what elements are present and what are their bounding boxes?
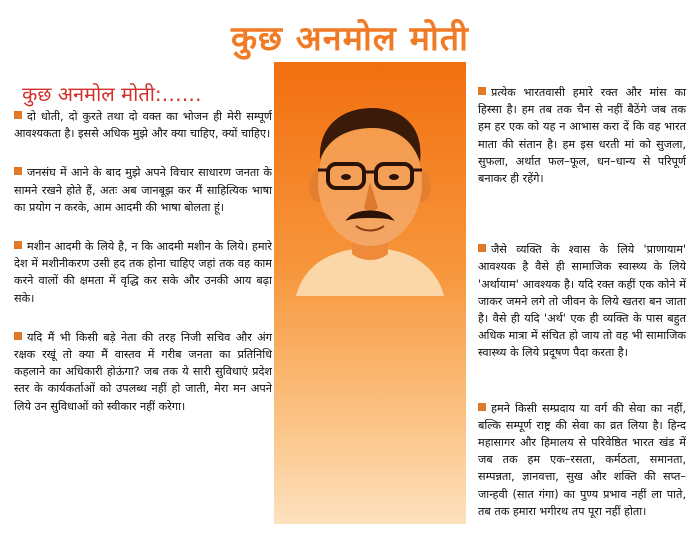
portrait-panel xyxy=(274,62,466,524)
bullet-square-icon xyxy=(478,403,486,411)
quote-paragraph: मशीन आदमी के लिये है, न कि आदमी मशीन के लिये। हमारे देश में मशीनीकरण उसी हद तक होना चाहिए जहां तक वह काम करने वालों की क्षमता में वृद्धि कर सके और उनकी आय बढ़ा सके। xyxy=(14,240,272,305)
quote-paragraph: जनसंघ में आने के बाद मुझे अपने विचार साधारण जनता के सामने रखने होते हैं, अतः अब जानबूझ कर मैं साहित्यिक भाषा का प्रयोग न करके, आम आदमी की भाषा बोलता हूं। xyxy=(14,166,272,214)
quote-paragraph: यदि मैं भी किसी बड़े नेता की तरह निजी सचिव और अंग रक्षक रखूं तो क्या मैं वास्तव में गरीब जनता का प्रतिनिधि कहलाने का अधिकारी होऊंगा? जब तक ये सारी सुविधाएं प्रदेश स्तर के कार्यकर्ताओं को उपलब्ध नहीं हो जाती, मेरा मन अपने लिये उन सुविधाओं को स्वीकार नहीं करेगा। xyxy=(14,330,272,413)
quote-paragraph: दो धोती, दो कुरते तथा दो वक्त का भोजन ही मेरी सम्पूर्ण आवश्यकता है। इससे अधिक मुझे और क्या चाहिए, क्यों चाहिए। xyxy=(14,110,272,141)
quote-paragraph: जैसे व्यक्ति के श्वास के लिये 'प्राणायाम' आवश्यक है वैसे ही सामाजिक स्वास्थ्य के लिये 'अर्थायाम' आवश्यक है। यदि रक्त कहीं एक कोने में जाकर जमने लगे तो जीवन के लिये खतरा बन जाता है। वैसे ही यदि 'अर्थ' एक ही व्यक्ति के पास बहुत अधिक मात्रा में संचित हो जाय तो वह भी सामाजिक स्वास्थ्य के लिये प्रदूषण पैदा करता है। xyxy=(478,243,686,360)
bullet-square-icon xyxy=(14,241,22,249)
bullet-square-icon xyxy=(14,167,22,175)
right-quote-column xyxy=(478,84,686,542)
section-subtitle: कुछ अनमोल मोती:…… xyxy=(22,82,202,106)
portrait-image xyxy=(286,98,454,296)
bullet-square-icon xyxy=(14,332,22,340)
page-title: कुछ अनमोल मोती xyxy=(231,19,469,59)
quote-paragraph: हमने किसी सम्प्रदाय या वर्ग की सेवा का नहीं, बल्कि सम्पूर्ण राष्ट्र की सेवा का व्रत लिया है। हिन्द महासागर और हिमालय से परिवेष्ठित भारत खंड में जब तक हम एक–रसता, कर्मठता, समानता, सम्पन्नता, ज्ञानवत्ता, सुख और शक्ति की सप्त–जान्हवी (सात गंगा) का पुण्य प्रभाव नहीं ला पाते, तब तक हमारा भगीरथ तप पूरा नहीं होता। xyxy=(478,401,686,518)
left-quote-column xyxy=(14,108,272,437)
bullet-square-icon xyxy=(478,244,486,252)
quote-paragraph: प्रत्येक भारतवासी हमारे रक्त और मांस का हिस्सा है। हम तब तक चैन से नहीं बैठेंगे जब तक हम हर एक को यह न आभास करा दें कि वह भारत माता की संतान है। हम इस धरती मां को सुजला, सुफला, अर्थात फल–फूल, धन–धान्य से परिपूर्ण बनाकर ही रहेंगे। xyxy=(478,86,686,186)
bullet-square-icon xyxy=(14,111,22,119)
bullet-square-icon xyxy=(478,87,486,95)
